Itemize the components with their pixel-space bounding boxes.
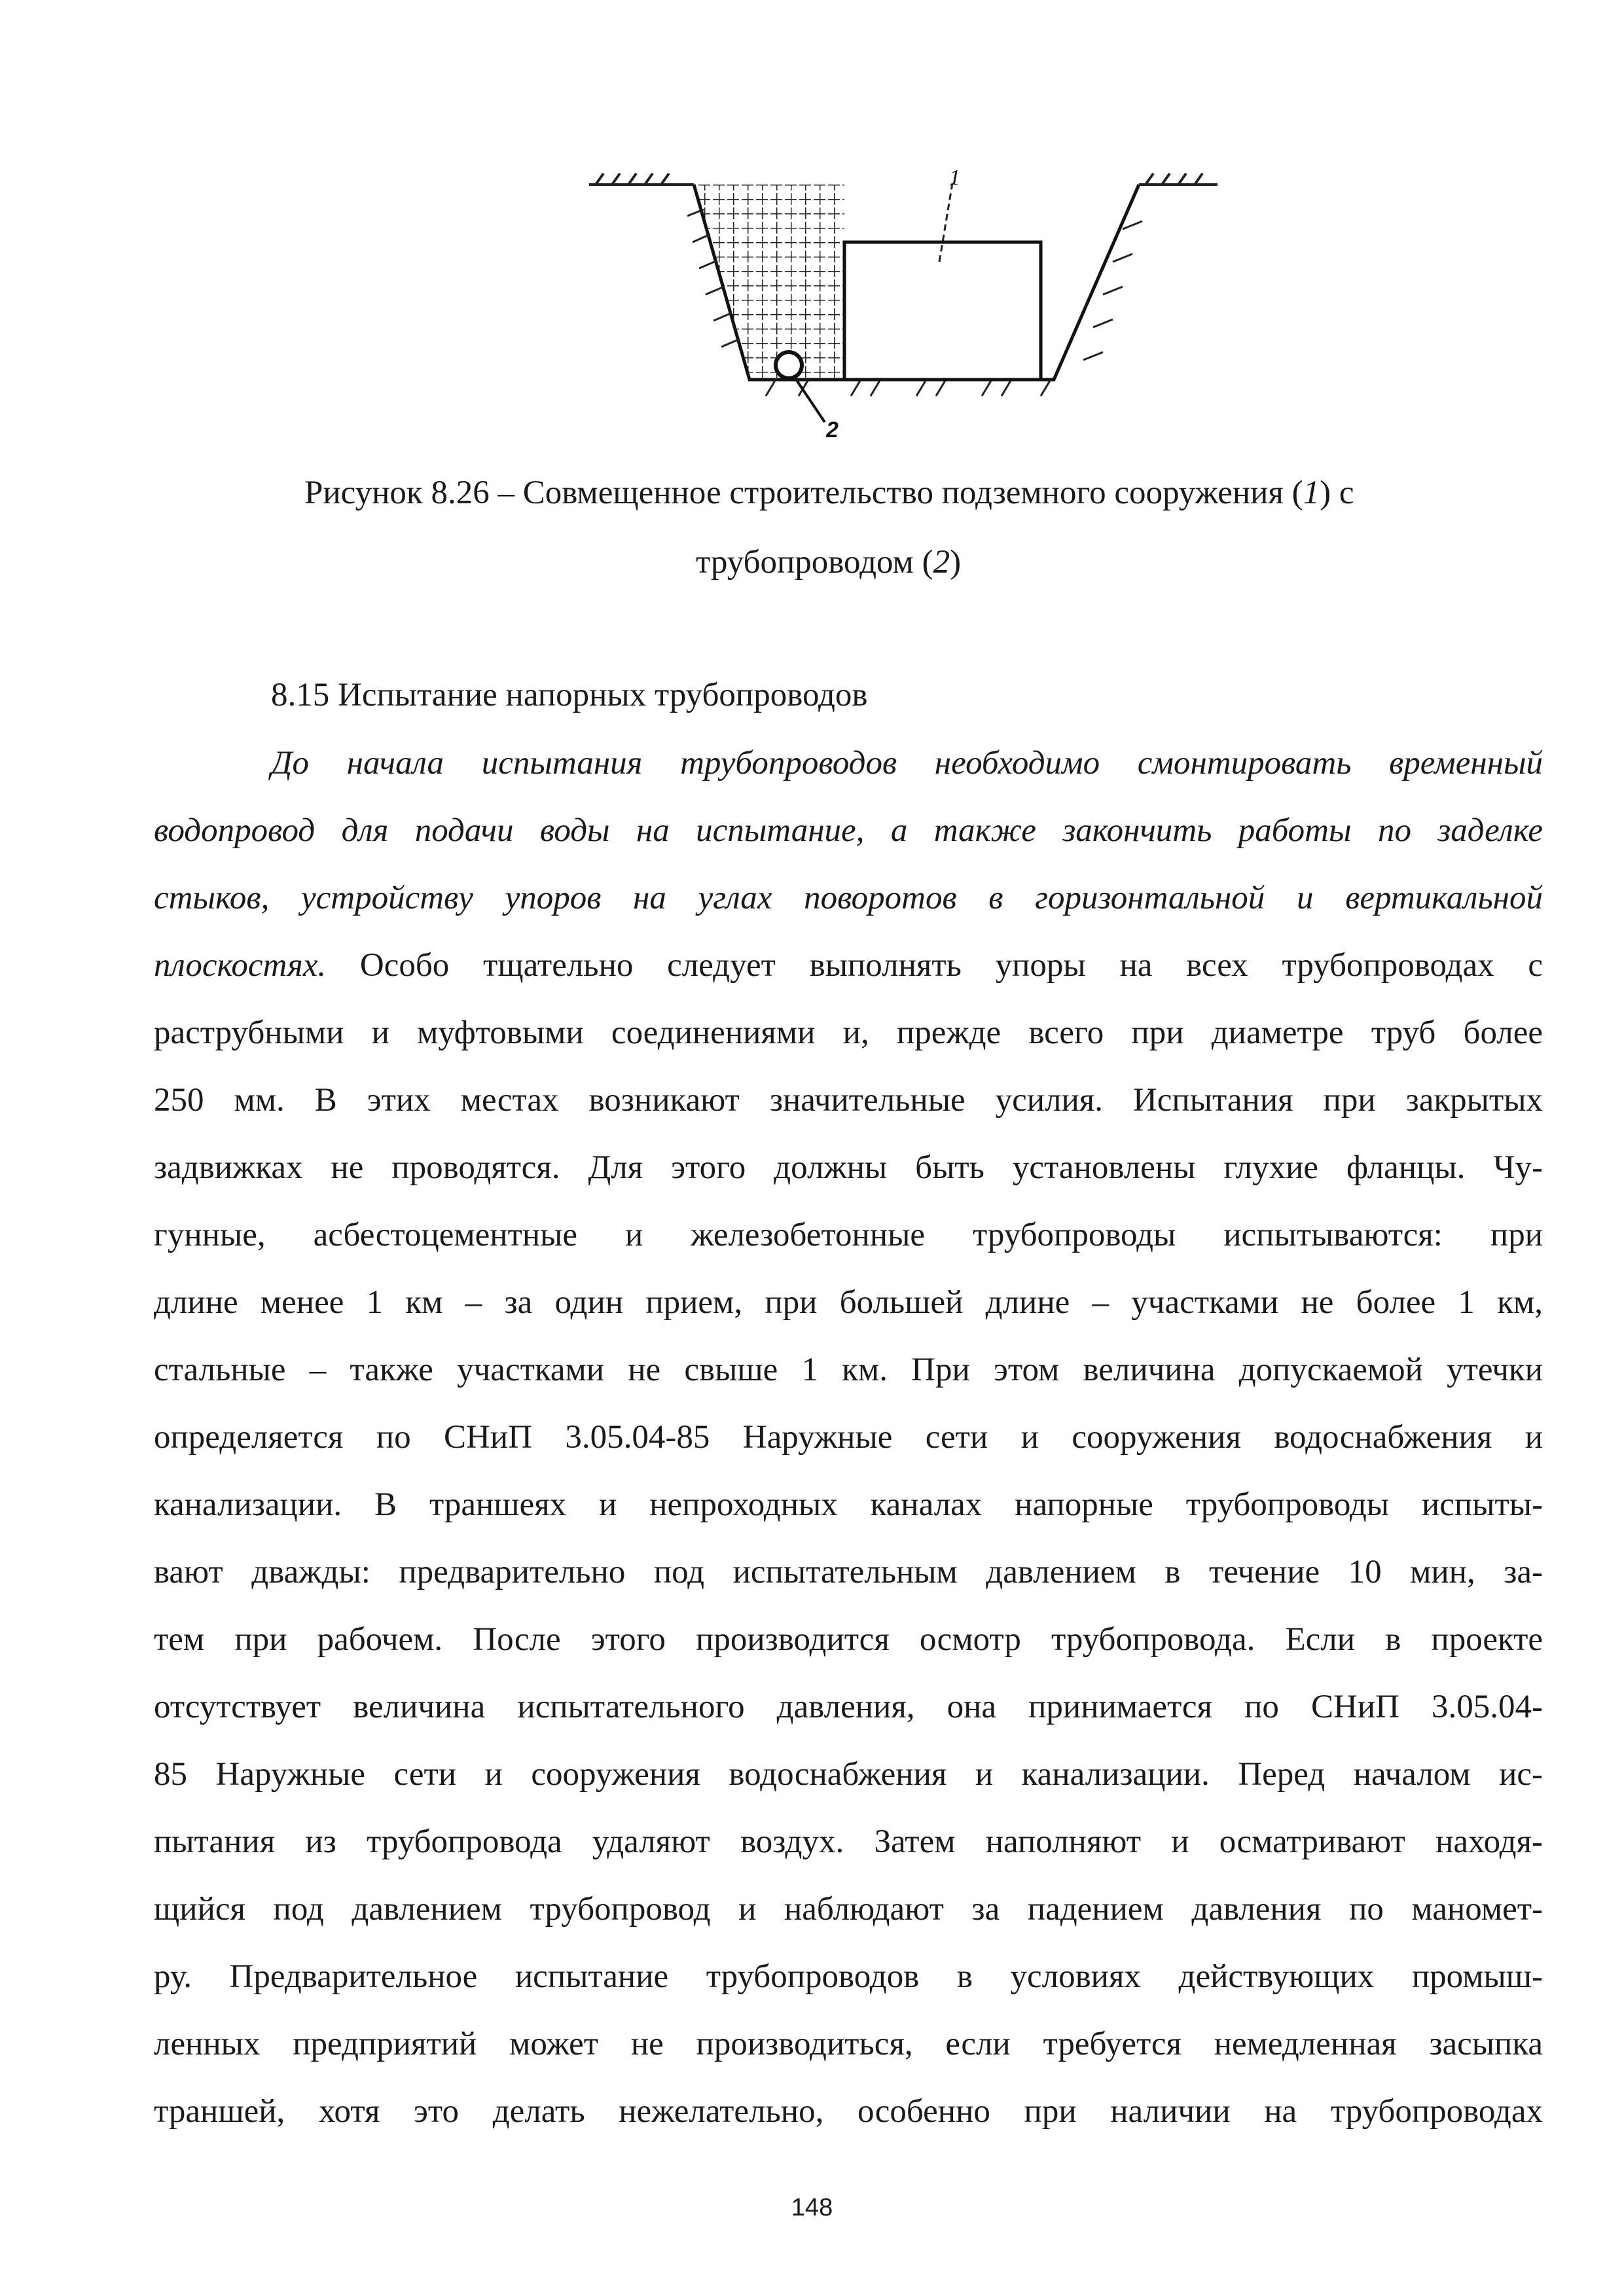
ground-surface-left [589,173,694,185]
backfill-grid [694,185,844,380]
body-line: пытания из трубопровода удаляют воздух. Затем наполняют и осматривают находя- [154,1823,1543,1860]
caption-text-suffix: ) с [1320,475,1354,511]
body-line: траншей, хотя это делать нежелательно, особенно при наличии на трубопроводах [154,2093,1543,2130]
caption-text: трубопроводом ( [696,544,933,581]
body-line: тем при рабочем. После этого производится осмотр трубопровода. Если в проекте [154,1621,1543,1658]
pipeline [776,352,802,378]
body-line: щийся под давлением трубопровод и наблюдают за падением давления по маномет- [154,1891,1543,1928]
figure-label-2: 2 [826,418,839,442]
caption-text-suffix: ) [950,544,962,581]
ground-surface-right [1139,173,1218,185]
body-line: стыков, устройству упоров на углах поворотов в горизонтальной и вертикальной [154,880,1543,916]
caption-ref-2: 2 [933,544,950,581]
trench-figure [589,170,1231,445]
page-number: 148 [791,2194,833,2221]
body-line-rest: Особо тщательно следует выполнять упоры на всех трубопроводах с [359,947,1543,984]
section-heading: 8.15 Испытание напорных трубопроводов [271,677,868,713]
body-line: определяется по СНиП 3.05.04-85 Наружные сети и сооружения водоснабжения и [154,1419,1543,1456]
body-line: задвижках не проводятся. Для этого должны быть установлены глухие фланцы. Чу- [154,1149,1543,1186]
body-line: 250 мм. В этих местах возникают значительные усилия. Испытания при закрытых [154,1082,1543,1119]
body-line-mixed [154,949,1543,982]
underground-structure [844,242,1041,380]
body-line: длине менее 1 км – за один прием, при большей длине – участками не более 1 км, [154,1284,1543,1321]
body-line: ру. Предварительное испытание трубопроводов в условиях действующих промыш- [154,1958,1543,1995]
body-line: До начала испытания трубопроводов необходимо смонтировать временный [271,745,1543,781]
body-line: ленных предприятий может не производиться, если требуется немедленная засыпка [154,2026,1543,2062]
figure-caption-line2 [696,546,1154,579]
body-line: 85 Наружные сети и сооружения водоснабжения и канализации. Перед началом ис- [154,1756,1543,1793]
figure-label-1: 1 [949,170,960,190]
body-line: канализации. В траншеях и непроходных каналах напорные трубопроводы испыты- [154,1486,1543,1523]
caption-ref-1: 1 [1303,475,1320,511]
body-line: водопровод для подачи воды на испытание, а также закончить работы по заделке [154,812,1543,849]
body-line: отсутствует величина испытательного давления, она принимается по СНиП 3.05.04- [154,1689,1543,1725]
italic-run: плоскостях. [154,947,327,984]
body-line: раструбными и муфтовыми соединениями и, прежде всего при диаметре труб более [154,1014,1543,1051]
body-line: вают дважды: предварительно под испытательным давлением в течение 10 мин, за- [154,1554,1543,1590]
caption-text: Рисунок 8.26 – Совмещенное строительство подземного сооружения ( [304,475,1303,511]
body-line: гунные, асбестоцементные и железобетонные трубопроводы испытываются: при [154,1217,1543,1253]
body-line: стальные – также участками не свыше 1 км. При этом величина допускаемой утечки [154,1352,1543,1388]
figure-caption-line1 [304,476,1532,510]
